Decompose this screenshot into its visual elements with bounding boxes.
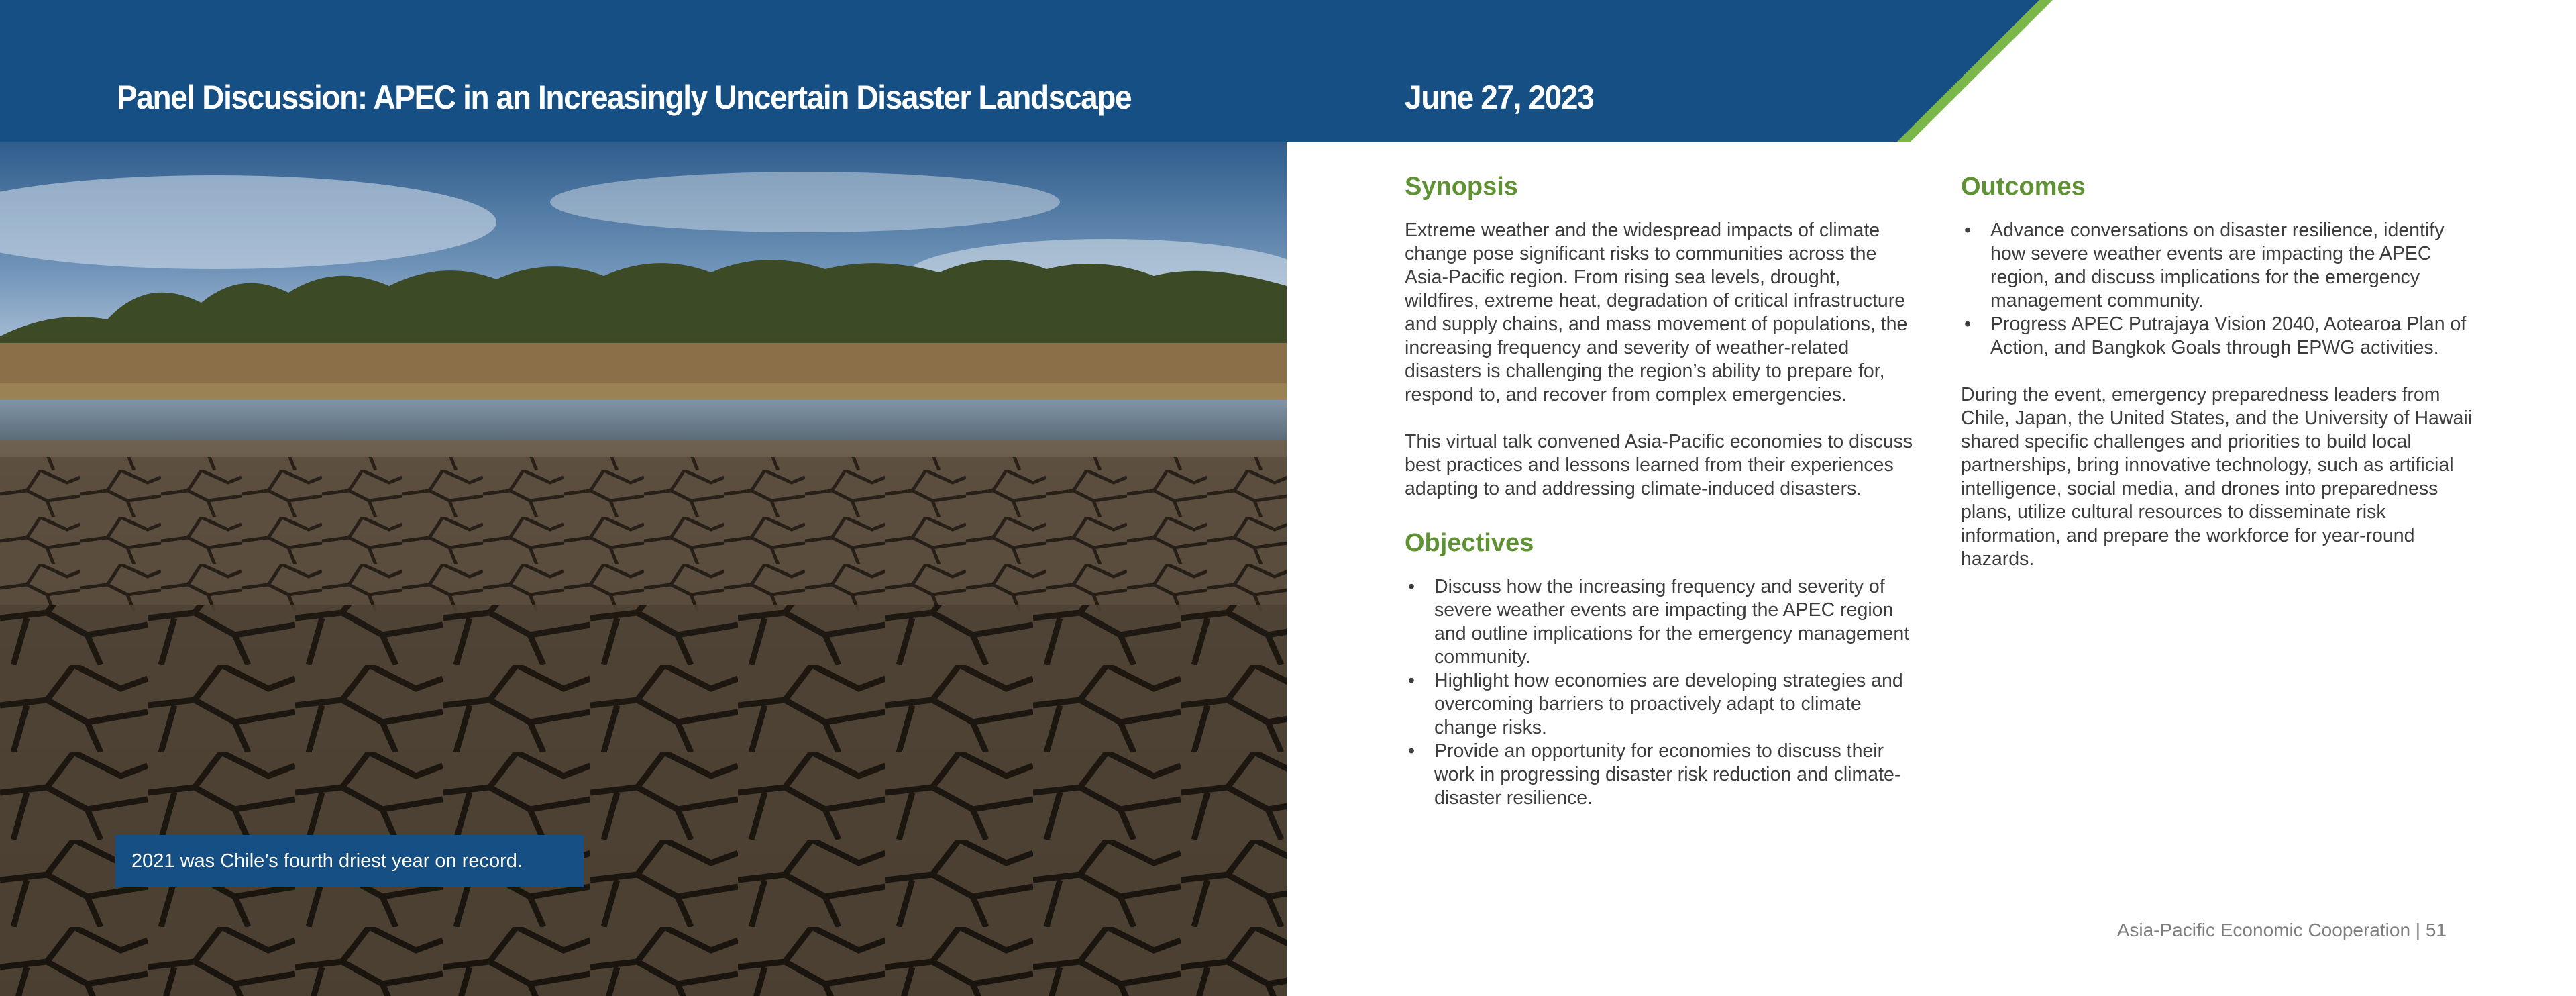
- outcomes-paragraph: During the event, emergency preparedness leaders from Chile, Japan, the United States, and the University of Hawaii shared specific challenges and priorities to build local partnerships, bring innovative technology, such as artificial intelligence, social media, and drones into preparedness plans, utilize cultural resources to disseminate risk information, and prepare the workforce for year-round hazards.: [1961, 384, 2472, 570]
- left-column: [1405, 168, 1915, 834]
- synopsis-paragraph-1: Extreme weather and the widespread impacts of climate change pose significant risks to communities across the Asia-Pacific region. From rising sea levels, drought, wildfires, extreme heat, degradation of critical infrastructure and supply chains, and mass movement of populations, the increasing frequency and severity of weather-related disasters is challenging the region’s ability to prepare for, respond to, and recover from complex emergencies.: [1405, 219, 1908, 405]
- outcomes-heading: Outcomes: [1961, 172, 2086, 201]
- bullet-icon: •: [1964, 219, 1971, 241]
- objectives-heading: Objectives: [1405, 529, 1534, 557]
- header-banner: [0, 0, 2576, 142]
- list-item: [1405, 669, 1915, 740]
- list-item: [1961, 219, 2484, 313]
- synopsis-heading: Synopsis: [1405, 172, 1518, 201]
- objective-text: Highlight how economies are developing strategies and overcoming barriers to proactively adapt to climate change risks.: [1434, 670, 1903, 738]
- outcomes-list: [1961, 219, 2484, 360]
- right-column: [1961, 168, 2484, 595]
- list-item: [1961, 313, 2484, 360]
- bullet-icon: •: [1408, 740, 1415, 762]
- bullet-icon: •: [1408, 576, 1415, 597]
- bullet-icon: •: [1408, 670, 1415, 691]
- event-date: June 27, 2023: [1405, 79, 1594, 116]
- page-title: Panel Discussion: APEC in an Increasingly Uncertain Disaster Landscape: [117, 79, 1132, 116]
- objective-text: Discuss how the increasing frequency and severity of severe weather events are impacting the APEC region and outline implications for the emergency management community.: [1434, 576, 1910, 668]
- photo-caption: 2021 was Chile’s fourth driest year on record.: [115, 835, 584, 887]
- objectives-list: [1405, 575, 1915, 810]
- outcome-text: Progress APEC Putrajaya Vision 2040, Aotearoa Plan of Action, and Bangkok Goals through EPWG activities.: [1990, 313, 2467, 358]
- page-footer: Asia-Pacific Economic Cooperation | 51: [2116, 919, 2447, 940]
- bullet-icon: •: [1964, 313, 1971, 335]
- outcome-text: Advance conversations on disaster resilience, identify how severe weather events are impacting the APEC region, and discuss implications for the emergency management community.: [1990, 219, 2445, 311]
- list-item: [1405, 575, 1915, 669]
- list-item: [1405, 740, 1915, 810]
- synopsis-paragraph-2: This virtual talk convened Asia-Pacific economies to discuss best practices and lessons learned from their experiences adapting to and addressing climate-induced disasters.: [1405, 431, 1913, 499]
- objective-text: Provide an opportunity for economies to discuss their work in progressing disaster risk reduction and climate-disaster resilience.: [1434, 740, 1901, 809]
